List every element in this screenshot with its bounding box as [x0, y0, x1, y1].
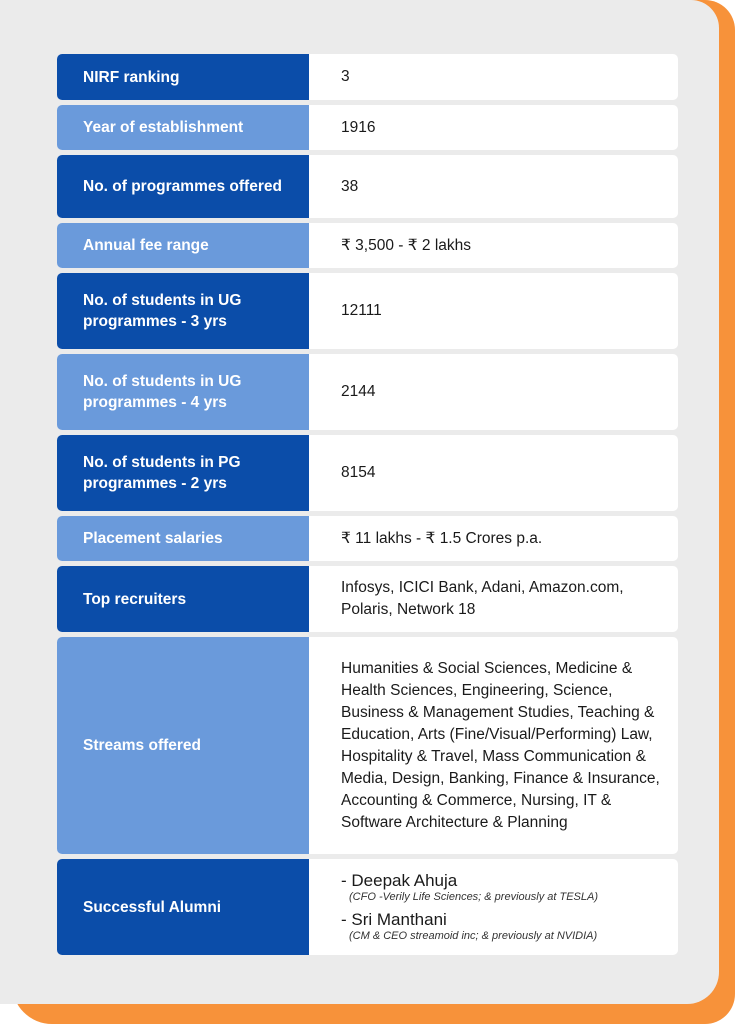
row-label: No. of programmes offered [57, 155, 309, 218]
alumni-note: (CFO -Verily Life Sciences; & previously at TESLA) [349, 891, 599, 903]
row-value [309, 859, 678, 955]
row-label: NIRF ranking [57, 54, 309, 100]
row-label: Placement salaries [57, 516, 309, 561]
table-row-pg-students-2yrs [57, 435, 678, 511]
table-row-nirf-ranking [57, 54, 678, 100]
row-value: ₹ 3,500 - ₹ 2 lakhs [341, 236, 472, 254]
table-row-placement-salaries [57, 516, 678, 561]
row-value: 3 [341, 68, 350, 85]
table-row-ug-students-4yrs [57, 354, 678, 430]
alumni-list [341, 871, 598, 943]
alumni-note: (CM & CEO streamoid inc; & previously at NVIDIA) [349, 930, 598, 942]
row-label: Successful Alumni [57, 859, 309, 955]
alumni-name: - Sri Manthani [341, 910, 447, 929]
table-row-successful-alumni [57, 859, 678, 955]
row-value: ₹ 11 lakhs - ₹ 1.5 Crores p.a. [341, 529, 543, 547]
college-info-table [57, 54, 678, 960]
table-row-top-recruiters [57, 566, 678, 632]
row-label: No. of students in UG programmes - 4 yrs [57, 354, 309, 430]
row-value: 8154 [341, 464, 376, 481]
alumni-name: - Deepak Ahuja [341, 871, 458, 890]
row-label: No. of students in PG programmes - 2 yrs [57, 435, 309, 511]
row-label: No. of students in UG programmes - 3 yrs [57, 273, 309, 349]
table-row-year-of-establishment [57, 105, 678, 150]
row-value: Infosys, ICICI Bank, Adani, Amazon.com, Polaris, Network 18 [341, 579, 624, 618]
row-value: Humanities & Social Sciences, Medicine & Health Sciences, Engineering, Science, Business & Management Studies, Teaching & Education, Arts (Fine/Visual/Performing) Law, Hospitality & Travel, Mass Communication & Media, Design, Banking, Finance & Insurance, Accounting & Commerce, Nursing, IT & Software Architecture & Planning [341, 659, 660, 831]
row-value: 2144 [341, 383, 376, 400]
row-label: Streams offered [57, 637, 309, 854]
row-value: 12111 [341, 302, 382, 319]
row-value: 1916 [341, 118, 376, 136]
row-label: Year of establishment [57, 105, 309, 150]
table-row-ug-students-3yrs [57, 273, 678, 349]
table-row-annual-fee-range [57, 223, 678, 268]
row-value: 38 [341, 177, 359, 195]
table-row-programmes-offered [57, 155, 678, 218]
row-label: Top recruiters [57, 566, 309, 632]
table-row-streams-offered [57, 637, 678, 854]
row-label: Annual fee range [57, 223, 309, 268]
